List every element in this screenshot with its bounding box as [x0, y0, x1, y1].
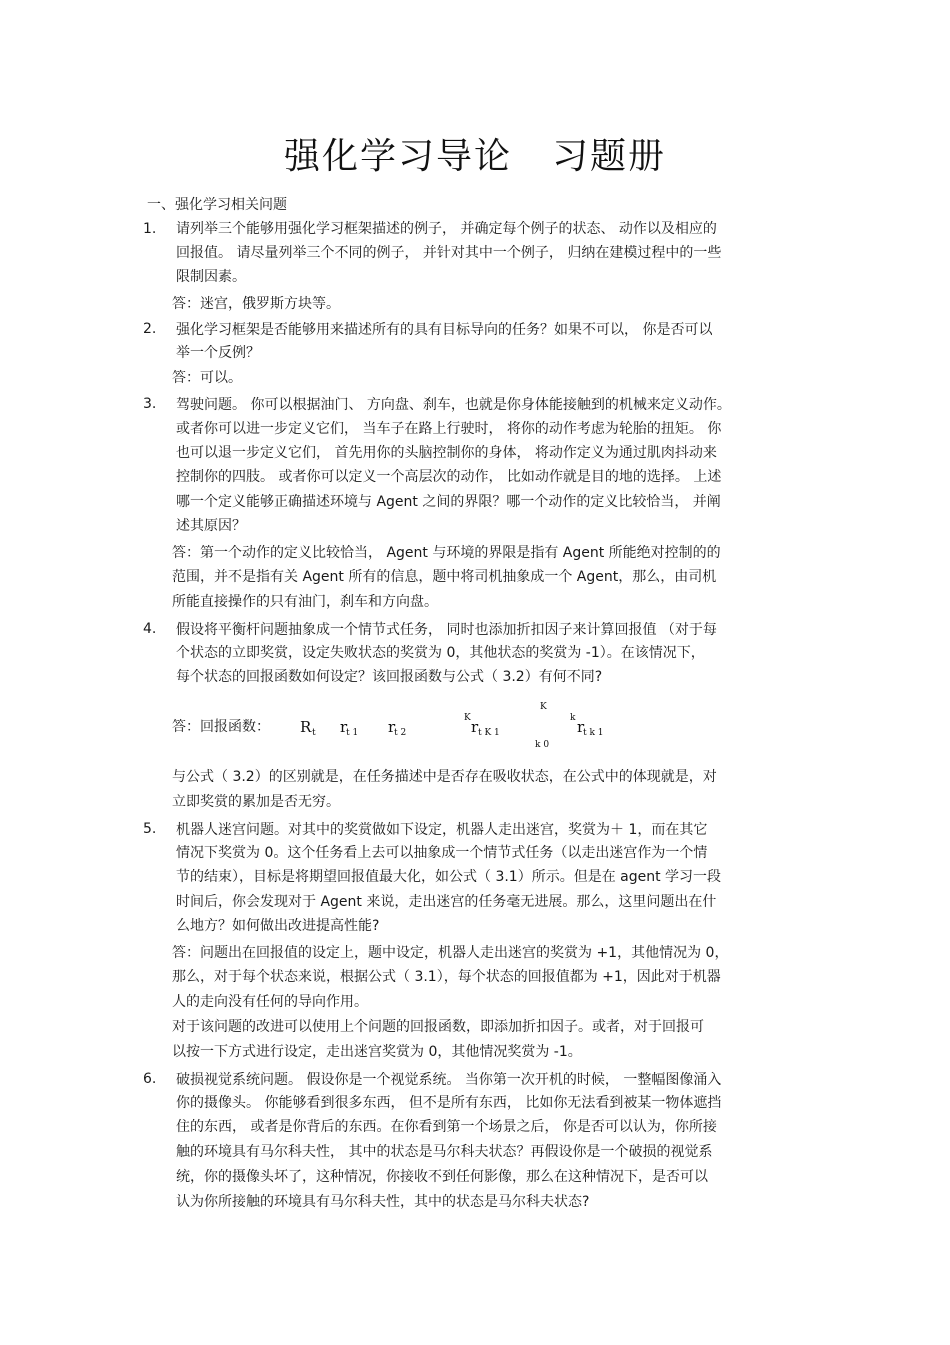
formula-R: R — [300, 718, 312, 736]
answer-text: 答：第一个动作的定义比较恰当， Agent 与环境的界限是指有 Agent 所能绝对控制的的 — [172, 545, 721, 561]
formula-r1-sub: t 1 — [346, 728, 359, 738]
formula-rk: r — [577, 718, 585, 736]
formula-rK-sup: K — [464, 713, 471, 723]
formula-R-sub: t — [312, 728, 316, 738]
question-text: 认为你所接触的环境具有马尔科夫性，其中的状态是马尔科夫状态? — [176, 1194, 590, 1210]
question-text: 住的东西， 或者是你背后的东西。在你看到第一个场景之后， 你是否可以认为，你所接 — [176, 1119, 717, 1135]
question-text: 时间后，你会发现对于 Agent 来说，走出迷宫的任务毫无进展。那么，这里问题出在什 — [176, 894, 717, 910]
question-number: 1. — [143, 221, 157, 237]
formula-r2: r — [388, 718, 396, 736]
formula-sum-top: K — [540, 702, 547, 712]
formula-r2-sub: t 2 — [394, 728, 407, 738]
question-text: 机器人迷宫问题。对其中的奖赏做如下设定，机器人走出迷宫，奖赏为＋ 1，而在其它 — [176, 822, 708, 838]
question-text: 驾驶问题。 你可以根据油门、 方向盘、刹车，也就是你身体能接触到的机械来定义动作。 — [176, 397, 731, 413]
answer-text: 答：迷宫，俄罗斯方块等。 — [172, 296, 340, 312]
answer-text: 立即奖赏的累加是否无穷。 — [172, 794, 340, 810]
answer-text: 答：可以。 — [172, 370, 242, 386]
answer-text: 与公式（ 3.2）的区别就是，在任务描述中是否存在吸收状态，在公式中的体现就是，对 — [172, 769, 717, 785]
answer-text: 所能直接操作的只有油门，刹车和方向盘。 — [172, 594, 438, 610]
question-text: 控制你的四肢。 或者你可以定义一个高层次的动作， 比如动作就是目的地的选择。 上述 — [176, 469, 722, 485]
formula-rk-sub: t k 1 — [583, 728, 604, 738]
answer-text: 对于该问题的改进可以使用上个问题的回报函数，即添加折扣因子。或者，对于回报可 — [172, 1019, 704, 1035]
question-text: 或者你可以进一步定义它们， 当车子在路上行驶时， 将你的动作考虑为轮胎的扭矩。 你 — [176, 421, 722, 437]
answer-text: 那么，对于每个状态来说，根据公式（ 3.1），每个状态的回报值都为 +1，因此对于机器 — [172, 969, 721, 985]
question-text: 每个状态的回报函数如何设定？该回报函数与公式（ 3.2）有何不同? — [176, 669, 603, 685]
formula-rK-sub: t K 1 — [478, 728, 500, 738]
question-text: 哪一个定义能够正确描述环境与 Agent 之间的界限？哪一个动作的定义比较恰当， 并阐 — [176, 494, 721, 510]
formula-rK: r — [471, 718, 479, 736]
answer-text: 以按一下方式进行设定，走出迷宫奖赏为 0，其他情况奖赏为 -1。 — [172, 1044, 582, 1060]
question-text: 假设将平衡杆问题抽象成一个情节式任务， 同时也添加折扣因子来计算回报值 （对于每 — [176, 622, 717, 638]
formula-r1: r — [340, 718, 348, 736]
question-text: 举一个反例？ — [176, 345, 260, 361]
question-text: 你的摄像头。 你能够看到很多东西， 但不是所有东西， 比如你无法看到被某一物体遮挡 — [176, 1095, 722, 1111]
question-text: 强化学习框架是否能够用来描述所有的具有目标导向的任务？如果不可以， 你是否可以 — [176, 322, 713, 338]
question-text: 触的环境具有马尔科夫性， 其中的状态是马尔科夫状态？再假设你是一个破损的视觉系 — [176, 1144, 713, 1160]
page-title: 强化学习导论 习题册 — [283, 136, 667, 177]
question-number: 3. — [143, 396, 157, 412]
question-number: 4. — [143, 621, 157, 637]
question-text: 节的结束），目标是将期望回报值最大化，如公式（ 3.1）所示。但是在 agent 学习一段 — [176, 869, 722, 885]
question-number: 5. — [143, 821, 157, 837]
question-text: 限制因素。 — [176, 269, 246, 285]
answer-text: 人的走向没有任何的导向作用。 — [172, 994, 368, 1010]
question-text: 破损视觉系统问题。 假设你是一个视觉系统。 当你第一次开机的时候， 一整幅图像涌入 — [176, 1072, 722, 1088]
answer-text: 范围，并不是指有关 Agent 所有的信息，题中将司机抽象成一个 Agent，那么，由司机 — [172, 569, 717, 585]
question-text: 统，你的摄像头坏了，这种情况，你接收不到任何影像，那么在这种情况下，是否可以 — [176, 1169, 708, 1185]
question-text: 么地方？如何做出改进提高性能? — [176, 918, 380, 934]
section-heading: 一、强化学习相关问题 — [147, 197, 287, 213]
answer-text: 答：问题出在回报值的设定上，题中设定，机器人走出迷宫的奖赏为 +1，其他情况为 0， — [172, 945, 729, 961]
formula-rk-sup: k — [570, 713, 576, 723]
question-text: 也可以退一步定义它们， 首先用你的头脑控制你的身体， 将动作定义为通过肌肉抖动来 — [176, 445, 717, 461]
question-text: 个状态的立即奖赏，设定失败状态的奖赏为 0，其他状态的奖赏为 -1）。在该情况下， — [176, 645, 705, 661]
answer-label: 答：回报函数： — [172, 719, 270, 735]
question-text: 述其原因？ — [176, 518, 246, 534]
question-text: 请列举三个能够用强化学习框架描述的例子， 并确定每个例子的状态、 动作以及相应的 — [176, 221, 717, 237]
question-number: 6. — [143, 1071, 157, 1087]
question-number: 2. — [143, 321, 157, 337]
question-text: 回报值。 请尽量列举三个不同的例子， 并针对其中一个例子， 归纳在建模过程中的一些 — [176, 245, 722, 261]
question-text: 情况下奖赏为 0。这个任务看上去可以抽象成一个情节式任务（以走出迷宫作为一个情 — [176, 845, 708, 861]
formula-sum-bottom: k 0 — [535, 740, 550, 750]
